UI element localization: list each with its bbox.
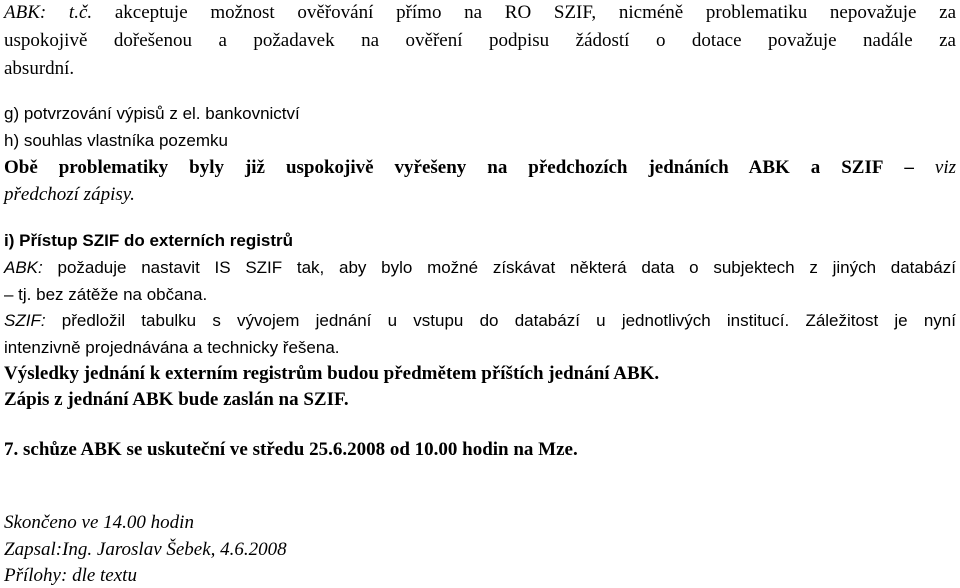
- gh-note-bold: Obě problematiky byly již uspokojivě vyřešeny na předchozích jednáních ABK a SZIF: [4, 157, 884, 178]
- item-i-abk-line-1: [4, 257, 956, 279]
- item-i-abk-text: požaduje nastavit IS SZIF tak, aby bylo možné získávat některá data o subjektech z jiných databází: [57, 258, 956, 277]
- abk-para-text-1: akceptuje možnost ověřování přímo na RO SZIF, nicméně problematiku nepovažuje za: [114, 2, 957, 23]
- item-i-szif-line-1: [4, 310, 956, 332]
- abk-dash-tc: t.č.: [46, 2, 93, 23]
- item-h: h) souhlas vlastníka pozemku: [4, 131, 228, 150]
- item-i-heading: i) Přístup SZIF do externích registrů: [4, 231, 294, 250]
- abk-para-line-2: uspokojivě dořešenou a požadavek na ověření podpisu žádostí o dotace považuje nadále za: [4, 30, 956, 51]
- abk-para-line-3: absurdní.: [4, 58, 75, 79]
- abk-label: ABK:: [4, 2, 47, 23]
- gh-note-line-1: [4, 157, 956, 179]
- footer-attachments: Přílohy: dle textu: [4, 565, 137, 586]
- item-i-szif-text: předložil tabulku s vývojem jednání u vstupu do databází u jednotlivých institucí. Záležitost je nyní: [61, 311, 956, 330]
- item-g: g) potvrzování výpisů z el. bankovnictví: [4, 104, 300, 123]
- item-i-abk-line-2: – tj. bez zátěže na občana.: [4, 285, 208, 304]
- footer-ended: Skončeno ve 14.00 hodin: [4, 512, 194, 533]
- item-i-szif-line-2: intenzivně projednávána a technicky řešena.: [4, 338, 340, 357]
- item-i-abk-label: ABK:: [4, 258, 43, 277]
- footer-recorded: Zapsal:Ing. Jaroslav Šebek, 4.6.2008: [4, 539, 287, 560]
- item-i-result-1: Výsledky jednání k externím registrům budou předmětem příštích jednání ABK.: [4, 363, 660, 384]
- item-i-szif-label: SZIF:: [4, 311, 46, 330]
- abk-para-line-1: [4, 2, 956, 24]
- item-i-result-2: Zápis z jednání ABK bude zaslán na SZIF.: [4, 389, 349, 410]
- gh-note-dash: –: [904, 157, 914, 178]
- next-meeting: 7. schůze ABK se uskuteční ve středu 25.6.2008 od 10.00 hodin na Mze.: [4, 439, 578, 460]
- gh-note-viz: viz: [934, 157, 956, 178]
- gh-note-line-2: předchozí zápisy.: [4, 184, 135, 205]
